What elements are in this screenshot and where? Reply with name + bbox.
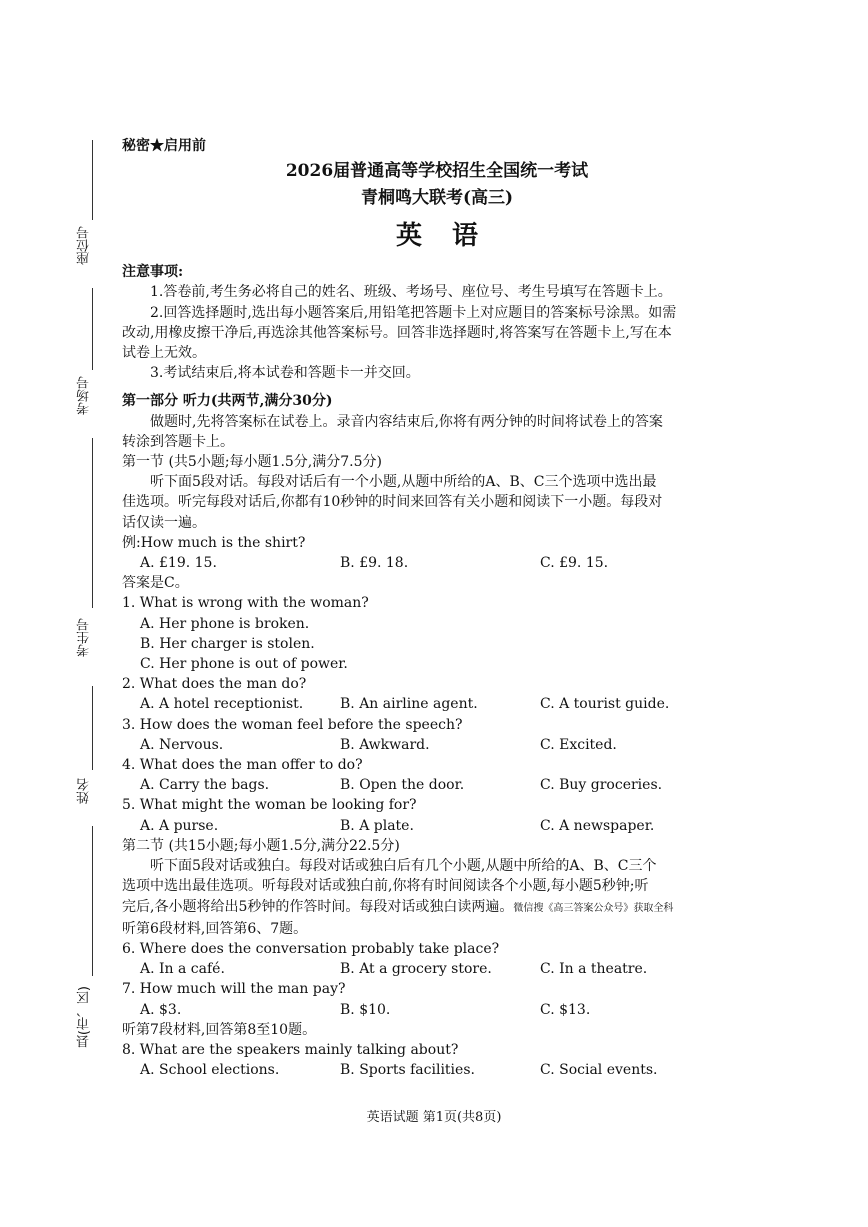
options-row	[122, 775, 752, 795]
option: B. Awkward.	[340, 736, 430, 753]
seat-label: 座位号	[77, 226, 92, 265]
note-2-cont: 改动,用橡皮擦干净后,再选涂其他答案标号。回答非选择题时,将答案写在答题卡上,写在本	[122, 324, 672, 341]
options-row	[122, 735, 752, 755]
page-footer: 英语试题 第1页(共8页)	[366, 1110, 502, 1125]
margin-line	[92, 686, 93, 770]
note-1: 1.答卷前,考生务必将自己的姓名、班级、考场号、座位号、考生号填写在答题卡上。	[150, 284, 672, 301]
note-2: 2.回答选择题时,选出每小题答案后,用铅笔把答题卡上对应题目的答案标号涂黑。如需	[150, 304, 677, 321]
room-label: 考场号	[77, 376, 92, 415]
options-row	[122, 959, 752, 979]
option: B. At a grocery store.	[340, 961, 492, 978]
option: B. A plate.	[340, 817, 414, 834]
option: A. A hotel receptionist.	[140, 696, 304, 713]
material-7-heading: 听第7段材料,回答第8至10题。	[122, 1021, 317, 1038]
county-label: 县(市、区)	[77, 986, 92, 1049]
section1-instructions-end: 话仅读一遍。	[122, 514, 206, 531]
option: C. A newspaper.	[540, 817, 655, 834]
option: B. $10.	[340, 1001, 391, 1018]
question: 2. What does the man do?	[122, 676, 307, 693]
option: B. An airline agent.	[340, 696, 478, 713]
part1-intro: 做题时,先将答案标在试卷上。录音内容结束后,你将有两分钟的时间将试卷上的答案	[150, 413, 663, 430]
options-row	[122, 694, 752, 714]
option: C. $13.	[540, 1001, 591, 1018]
question: 8. What are the speakers mainly talking about?	[122, 1041, 459, 1058]
notes-heading: 注意事项:	[122, 264, 184, 281]
exam-no-label: 考生号	[77, 618, 92, 657]
section2-instructions: 听下面5段对话或独白。每段对话或独白后有几个小题,从题中所给的A、B、C三个	[150, 858, 657, 875]
option: B. Her charger is stolen.	[140, 635, 315, 652]
example-options	[122, 553, 752, 573]
option: C. Her phone is out of power.	[140, 656, 348, 673]
options-row	[122, 1060, 752, 1080]
margin-line	[92, 140, 93, 220]
section1-instructions: 听下面5段对话。每段对话后有一个小题,从题中所给的A、B、C三个选项中选出最	[150, 474, 657, 491]
question: 6. Where does the conversation probably take place?	[122, 940, 500, 957]
option: A. $3.	[140, 1001, 182, 1018]
section2-instructions-cont: 选项中选出最佳选项。听每段对话或独白前,你将有时间阅读各个小题,每小题5秒钟;听	[122, 878, 649, 895]
option: C. Social events.	[540, 1062, 658, 1079]
example-answer: 答案是C。	[122, 575, 189, 592]
option: C. A tourist guide.	[540, 696, 670, 713]
secret-mark: 秘密★启用前	[122, 138, 206, 154]
option: A. In a café.	[140, 961, 225, 978]
question: 7. How much will the man pay?	[122, 981, 346, 998]
question: 3. How does the woman feel before the speech?	[122, 716, 463, 733]
options-row	[122, 816, 752, 836]
note-2-end: 试卷上无效。	[122, 345, 206, 362]
section1-heading: 第一节 (共5小题;每小题1.5分,满分7.5分)	[122, 454, 382, 471]
subject-title: 英语	[395, 221, 508, 252]
exam-subtitle: 青桐鸣大联考(高三)	[360, 188, 514, 209]
section1-instructions-cont: 佳选项。听完每段对话后,你都有10秒钟的时间来回答有关小题和阅读下一小题。每段对	[122, 494, 663, 511]
section2-instructions-text: 完后,各小题将给出5秒钟的作答时间。每段对话或独白读两遍。	[122, 898, 514, 915]
exam-content	[122, 136, 752, 1080]
options-row	[122, 1000, 752, 1020]
option: B. Sports facilities.	[340, 1062, 475, 1079]
section2-heading: 第二节 (共15小题;每小题1.5分,满分22.5分)	[122, 837, 400, 854]
margin-line	[92, 438, 93, 608]
option: A. Carry the bags.	[140, 777, 270, 794]
option: A. A purse.	[140, 817, 219, 834]
option: B. Open the door.	[340, 777, 465, 794]
question: 4. What does the man offer to do?	[122, 757, 363, 774]
option: B. £9. 18.	[340, 555, 409, 572]
margin-line	[92, 288, 93, 370]
option: A. Her phone is broken.	[140, 615, 310, 632]
watermark-text: 微信搜《高三答案公众号》获取全科	[513, 902, 674, 914]
option: C. Buy groceries.	[540, 777, 663, 794]
section2-instructions-end	[122, 897, 752, 919]
name-label: 姓名	[77, 778, 92, 804]
exam-title: 2026届普通高等学校招生全国统一考试	[285, 161, 589, 182]
option: C. In a theatre.	[540, 961, 648, 978]
option: A. School elections.	[140, 1062, 280, 1079]
question: 1. What is wrong with the woman?	[122, 595, 369, 612]
option: A. £19. 15.	[140, 555, 217, 572]
example-question: 例:How much is the shirt?	[122, 534, 306, 551]
option: C. £9. 15.	[540, 555, 609, 572]
binding-margin	[77, 140, 93, 1070]
part1-heading: 第一部分 听力(共两节,满分30分)	[122, 393, 333, 410]
option: A. Nervous.	[140, 736, 224, 753]
margin-line	[92, 826, 93, 976]
part1-intro-cont: 转涂到答题卡上。	[122, 433, 234, 450]
option: C. Excited.	[540, 736, 617, 753]
question: 5. What might the woman be looking for?	[122, 797, 417, 814]
material-6-heading: 听第6段材料,回答第6、7题。	[122, 920, 308, 937]
note-3: 3.考试结束后,将本试卷和答题卡一并交回。	[150, 365, 420, 382]
